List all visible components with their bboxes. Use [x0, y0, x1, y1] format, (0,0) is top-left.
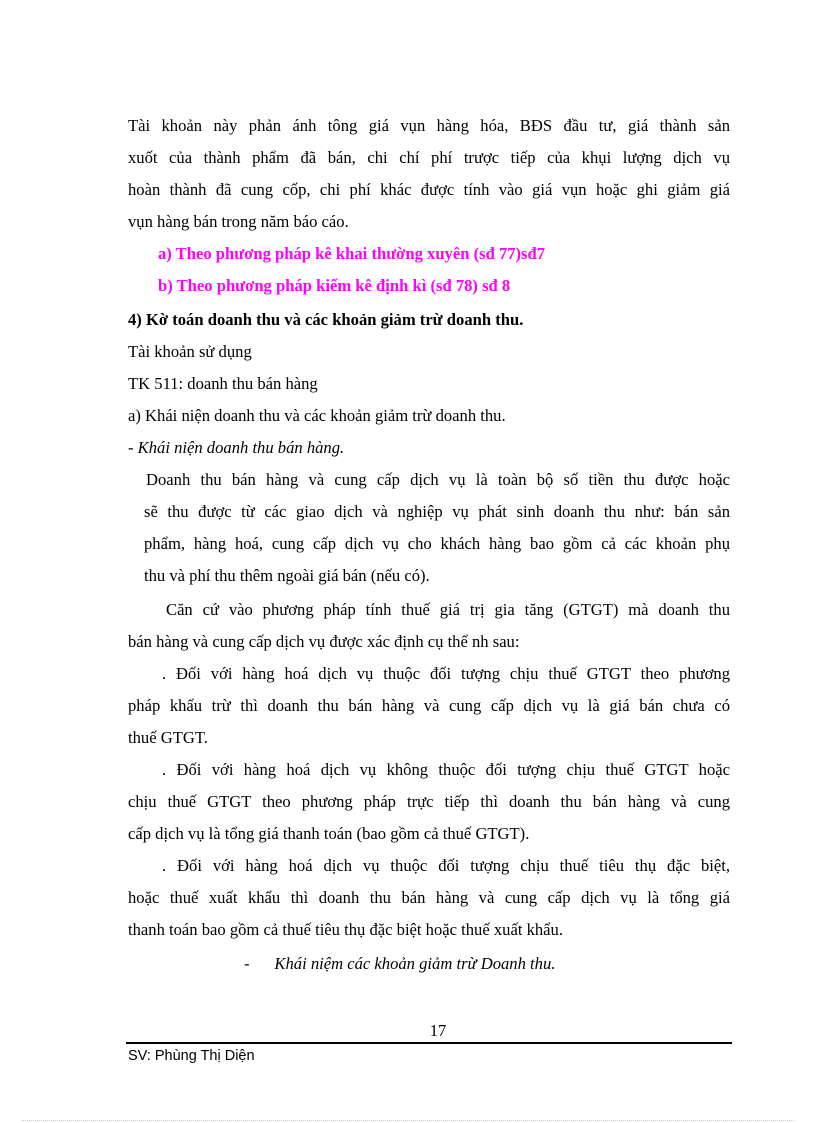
paragraph-line: thu và phí thu thêm ngoài giá bán (nếu có).	[144, 566, 430, 585]
bullet-line: thuế GTGT.	[128, 728, 208, 747]
bullet-line: chịu thuế GTGT theo phương pháp trực tiếp thì doanh thu bán hàng và cung	[128, 792, 730, 811]
section-heading: 4) Kờ toán doanh thu và các khoản giảm trừ doanh thu.	[128, 310, 524, 329]
bullet-line: thanh toán bao gồm cả thuế tiêu thụ đặc biệt hoặc thuế xuất khẩu.	[128, 920, 563, 939]
bullet-line: hoặc thuế xuất khẩu thì doanh thu bán hàng và cung cấp dịch vụ là tổng giá	[128, 888, 730, 907]
page-edge-divider	[22, 1120, 794, 1121]
paragraph-line: xuốt của thành phẩm đã bán, chi chí phí trược tiếp của khụi lượng dịch vụ	[128, 148, 730, 167]
bullet-line: . Đối với hàng hoá dịch vụ thuộc đối tượng chịu thuế tiêu thụ đặc biệt,	[162, 856, 730, 875]
paragraph-line: Căn cứ vào phương pháp tính thuế giá trị gia tăng (GTGT) mà doanh thu	[166, 600, 730, 619]
paragraph-line: bán hàng và cung cấp dịch vụ được xác định cụ thể nh sau:	[128, 632, 520, 651]
italic-subheading: - Khái niện doanh thu bán hàng.	[128, 438, 345, 457]
italic-subheading: - Khái niệm các khoản giảm trừ Doanh thu.	[244, 954, 556, 973]
paragraph-line: vụn hàng bán trong năm báo cáo.	[128, 212, 349, 231]
method-b-heading: b) Theo phương pháp kiểm kê định kì (sđ 78) sđ 8	[158, 276, 511, 295]
text-line: Tài khoản sử dụng	[128, 342, 252, 361]
paragraph-line: Tài khoản này phản ánh tông giá vụn hàng hóa, BĐS đầu tư, giá thành sản	[128, 116, 730, 135]
bullet-line: . Đối với hàng hoá dịch vụ thuộc đối tượng chịu thuế GTGT theo phương	[162, 664, 730, 683]
page-number: 17	[429, 1021, 447, 1040]
footer-student-name: SV: Phùng Thị Diện	[128, 1048, 255, 1064]
footer-divider	[126, 1042, 732, 1044]
method-a-heading: a) Theo phương pháp kê khai thường xuyên (sđ 77)sđ7	[158, 244, 546, 263]
paragraph-line: phẩm, hàng hoá, cung cấp dịch vụ cho khách hàng bao gồm cả các khoản phụ	[144, 534, 730, 553]
text-line: TK 511: doanh thu bán hàng	[128, 374, 318, 393]
subheading: a) Khái niện doanh thu và các khoản giảm trừ doanh thu.	[128, 406, 506, 425]
paragraph-line: Doanh thu bán hàng và cung cấp dịch vụ là toàn bộ số tiền thu được hoặc	[146, 470, 730, 489]
bullet-line: pháp khấu trừ thì doanh thu bán hàng và cung cấp dịch vụ là giá bán chưa có	[128, 696, 730, 715]
paragraph-line: hoàn thành đã cung cốp, chi phí khác được tính vào giá vụn hoặc ghi giảm giá	[128, 180, 730, 199]
bullet-line: cấp dịch vụ là tổng giá thanh toán (bao gồm cả thuế GTGT).	[128, 824, 530, 843]
paragraph-line: sẽ thu được từ các giao dịch và nghiệp vụ phát sinh doanh thu như: bán sản	[144, 502, 730, 521]
bullet-line: . Đối với hàng hoá dịch vụ không thuộc đối tượng chịu thuế GTGT hoặc	[162, 760, 730, 779]
